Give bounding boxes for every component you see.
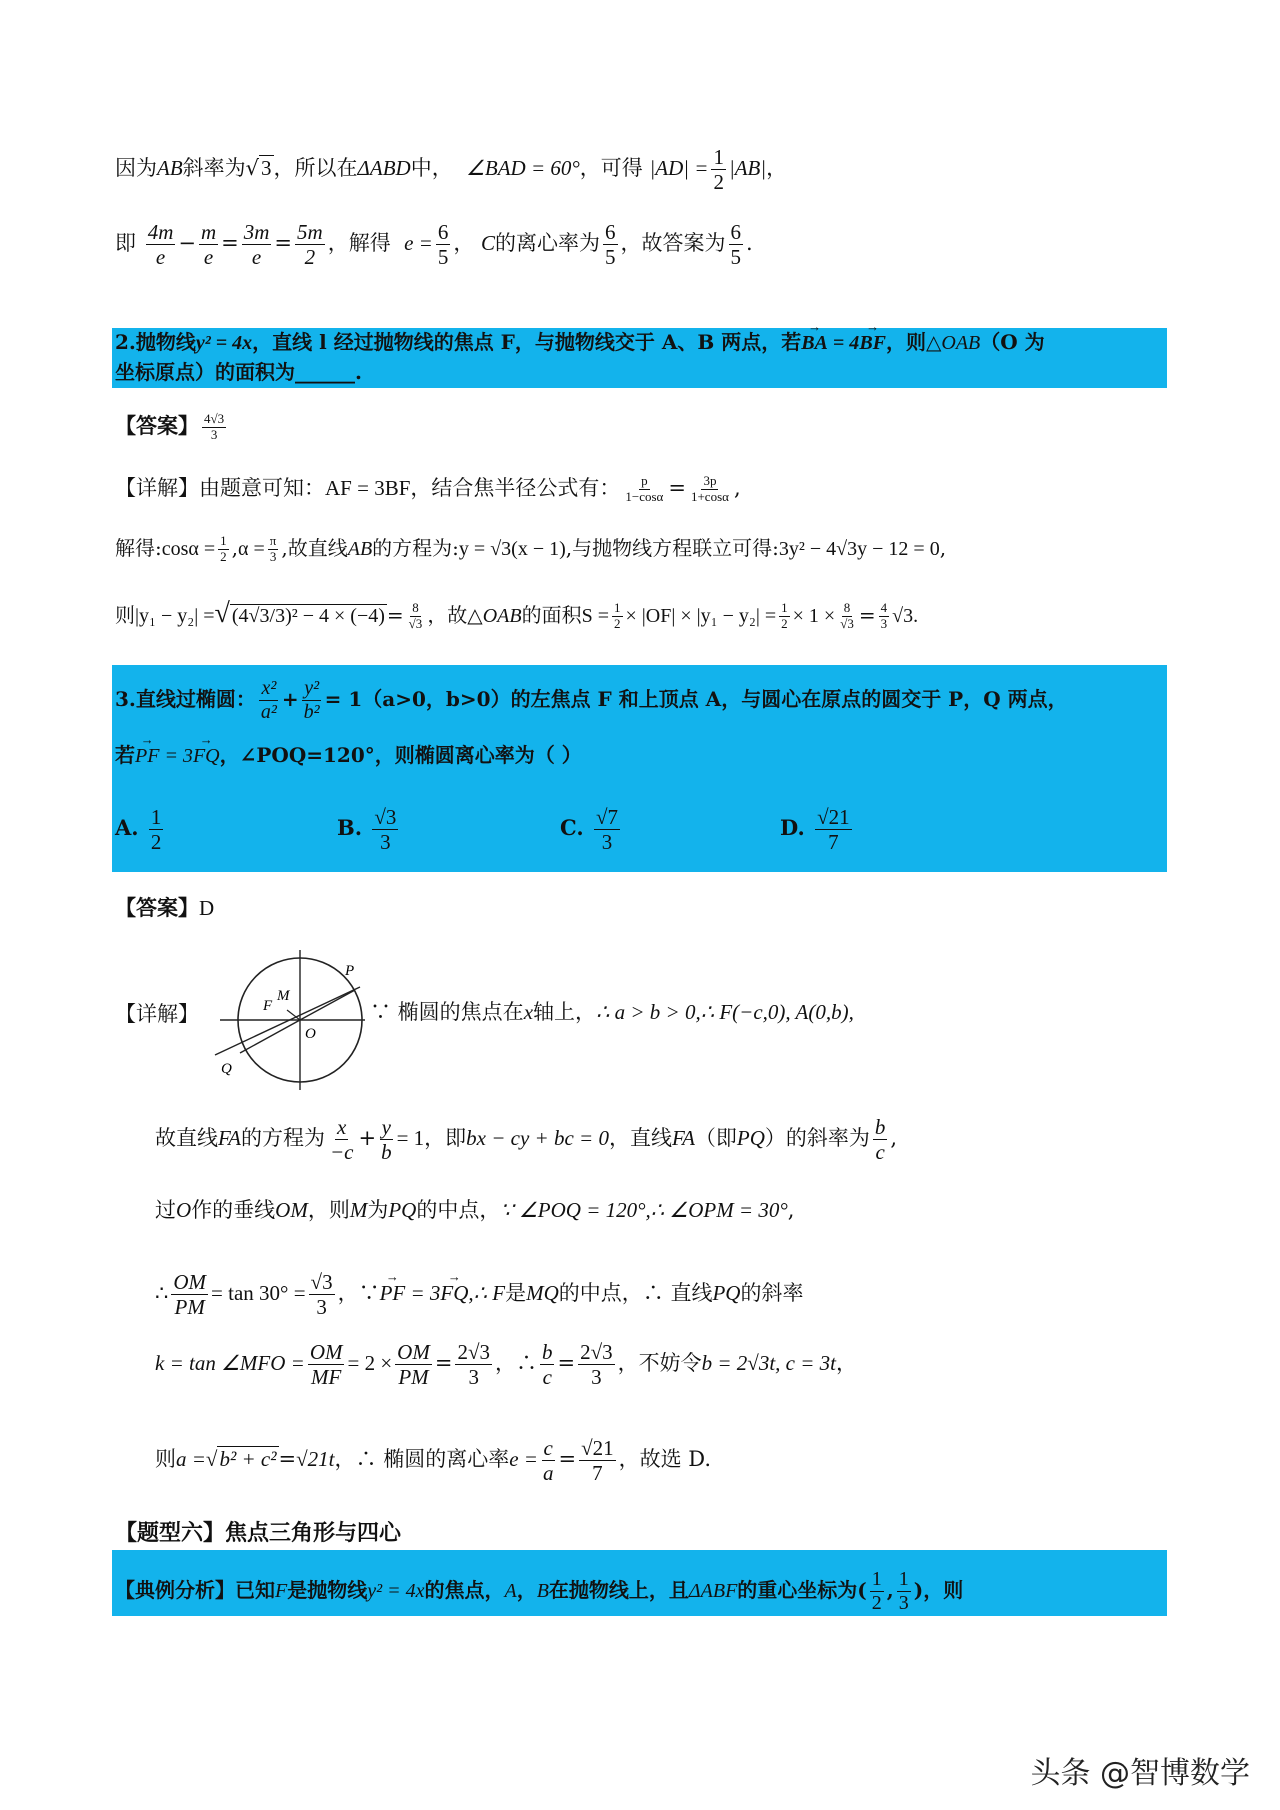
label-q: Q bbox=[221, 1061, 232, 1077]
label-m: M bbox=[277, 988, 290, 1004]
question-3-line-1: 3.直线过椭圆： $\frac{\text{x²}}{\text{a²}}$ + $\frac{\text{y²}}{\text{b²}}$ = 1（a>0，b>0）的左焦点 F 和上顶点 A，与圆心在原点的圆交于 P，Q 两点， bbox=[115, 677, 1068, 723]
detail-3-line-2: 故直线FA的方程为 $\frac{x}{-c}$ + $\frac{y}{b}$ = 1，即bx − cy + bc = 0，直线FA（即PQ）的斜率为 $\frac{b}{c}$ , bbox=[155, 1115, 898, 1165]
detail-3-line-1: ∵ 椭圆的焦点在x轴上，∴ a > b > 0,∴ F(−c,0), A(0,b), bbox=[370, 1000, 854, 1024]
label-p: P bbox=[345, 963, 355, 979]
option-b[interactable]: B. $\frac{√3}{3}$ bbox=[337, 805, 397, 855]
detail-2-line-2: 解得:cosα = $\frac{1}{2}$ ,α = $\frac{\pi}{3}$ ,故直线AB的方程为:y = √3(x − 1),与抛物线方程联立可得:3y² − 4√3y − 12 = 0, bbox=[115, 533, 947, 564]
question-2-line-2: 坐标原点）的面积为______. bbox=[115, 360, 362, 384]
example-box bbox=[112, 1550, 1167, 1616]
detail-3-label: 【详解】 bbox=[115, 1002, 199, 1026]
answer-2: 【答案】 $\frac{4√3}{3}$ bbox=[115, 411, 225, 442]
detail-2-line-3: 则|y₁ − y₂| =√ (4√3/3)² − 4 × (−4) = $\frac{8}{√3}$ ，故△OAB的面积S = $\frac{1}{2}$ × |OF| × |y₁ − y₂| = $\frac{1}{2}$ × 1 × $\frac{8}{√3}$ = $\frac{4}{3}$ √3. bbox=[115, 598, 919, 631]
detail-3-line-3: 过O作的垂线OM，则M为PQ的中点，∵ ∠POQ = 120°,∴ ∠OPM = 30°, bbox=[155, 1198, 795, 1222]
solution-line-1: 因为AB斜率为√3，所以在ΔABD中， ∠BAD = 60°，可得 |AD| = $\frac{1}{2}$ |AB|， bbox=[115, 145, 788, 195]
example-line: 【典例分析】已知F是抛物线y² = 4x的焦点，A，B在抛物线上，且ΔABF的重心坐标为( $\frac{1}{2}$ , $\frac{1}{3}$ )，则 bbox=[115, 1568, 964, 1614]
option-a[interactable]: A. $\frac{1}{2}$ bbox=[115, 805, 162, 855]
question-3-line-2: 若→ PF = 3→ FQ，∠POQ=120°，则椭圆离心率为（ ） bbox=[115, 745, 582, 766]
option-c[interactable]: C. $\frac{√7}{3}$ bbox=[560, 805, 618, 855]
label-f: F bbox=[263, 998, 273, 1014]
solution-line-2: 即 $\frac{4m}{e}$ − $\frac{m}{e}$ = $\frac{3m}{e}$ = $\frac{5m}{2}$ ，解得 e = $\frac{6}{5}$ ， C的离心率为 $\frac{6}{5}$ ，故答案为 $\frac{6}{5}$ . bbox=[115, 220, 753, 270]
question-2-box bbox=[112, 328, 1167, 388]
option-d[interactable]: D. $\frac{√21}{7}$ bbox=[780, 805, 850, 855]
detail-3-line-4: ∴ $\frac{OM}{PM}$ = tan 30° = $\frac{√3}{3}$ ，∵→ PF = 3→ FQ,∴ F是MQ的中点，∴ 直线PQ的斜率 bbox=[155, 1270, 803, 1319]
detail-3-line-6: 则a =√b² + c²=√21t，∴ 椭圆的离心率e = $\frac{c}{a}$ = $\frac{√21}{7}$ ，故选 D. bbox=[155, 1436, 712, 1486]
watermark: 头条 @智博数学 bbox=[1030, 1756, 1250, 1791]
question-3-box bbox=[112, 665, 1167, 872]
answer-3: 【答案】D bbox=[115, 895, 215, 920]
detail-3-line-5: k = tan ∠MFO = $\frac{OM}{MF}$ = 2 × $\frac{OM}{PM}$ = $\frac{2√3}{3}$ ，∴ $\frac{b}{c}$ = $\frac{2√3}{3}$ ，不妨令b = 2√3t, c = 3t， bbox=[155, 1340, 857, 1390]
question-2-line-1: 2.抛物线y² = 4x，直线 l 经过抛物线的焦点 F，与抛物线交于 A、B 两点，若→ BA = 4→ BF，则△OAB（O 为 bbox=[115, 332, 1045, 353]
detail-2-line-1: 【详解】由题意可知：AF = 3BF，结合焦半径公式有： $\frac{p}{1-\cos\alpha}$ = $\frac{3p}{1+\cos\alpha}$ , bbox=[115, 473, 741, 504]
circle-diagram bbox=[205, 945, 365, 1090]
label-o: O bbox=[305, 1026, 316, 1042]
section-heading: 【题型六】焦点三角形与四心 bbox=[115, 1520, 402, 1546]
